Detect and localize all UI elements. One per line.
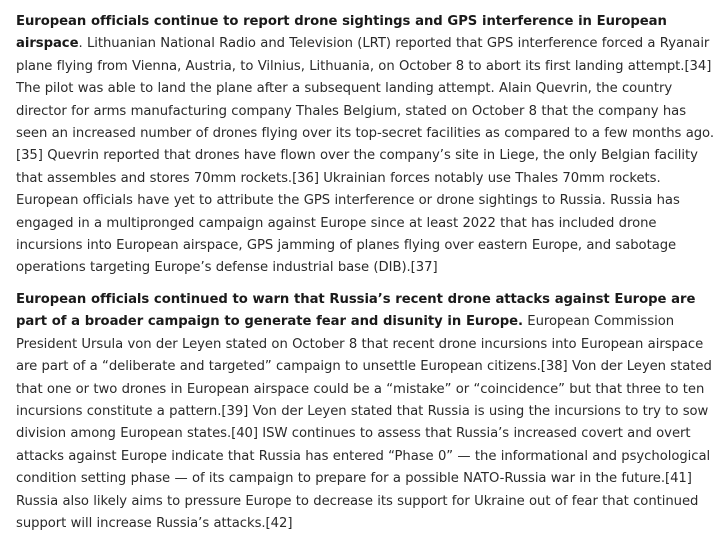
- paragraph-text: . Lithuanian National Radio and Television (LRT) reported that GPS interference forced a Ryanair plane flying from Vienna, Austria, to Vilnius, Lithuania, on October 8 to abort its first landing attempt.[34] The pilot was able to land the plane after a subsequent landing attempt. Alain Quevrin, the country director for arms manufacturing company Thales Belgium, stated on October 8 that the company has seen an increased number of drones flying over its top-secret facilities as compared to a few months ago.[35] Quevrin reported that drones have flown over the company’s site in Liege, the only Belgian facility that assembles and stores 70mm rockets.[36] Ukrainian forces notably use Thales 70mm rockets. European officials have yet to attribute the GPS interference or drone sightings to Russia. Russia has engaged in a multipronged campaign against Europe since at least 2022 that has included drone incursions into European airspace, GPS jamming of planes flying over eastern Europe, and sabotage operations targeting Europe’s defense industrial base (DIB).[37]: [16, 36, 714, 276]
- paragraph-text: European Commission President Ursula von der Leyen stated on October 8 that recent drone incursions into European airspace are part of a “deliberate and targeted” campaign to unsettle European citizens.[38] Von der Leyen stated that one or two drones in European airspace could be a “mistake” or “coincidence” but that three to ten incursions constitute a pattern.[39] Von der Leyen stated that Russia is using the incursions to try to sow division among European states.[40] ISW continues to assess that Russia’s increased covert and overt attacks against Europe indicate that Russia has entered “Phase 0” — the informational and psychological condition setting phase — of its campaign to prepare for a possible NATO-Russia war in the future.[41] Russia also likely aims to pressure Europe to decrease its support for Ukraine out of fear that continued support will increase Russia’s attacks.[42]: [16, 314, 712, 531]
- paragraph-drone-sightings: [16, 11, 716, 280]
- article-body: [16, 11, 716, 535]
- paragraph-lede: European officials continue to report drone sightings and GPS interference in European airspace: [16, 14, 667, 52]
- paragraph-lede: European officials continued to warn that Russia’s recent drone attacks against Europe are part of a broader campaign to generate fear and disunity in Europe.: [16, 291, 696, 330]
- paragraph-campaign-warning: [16, 289, 716, 535]
